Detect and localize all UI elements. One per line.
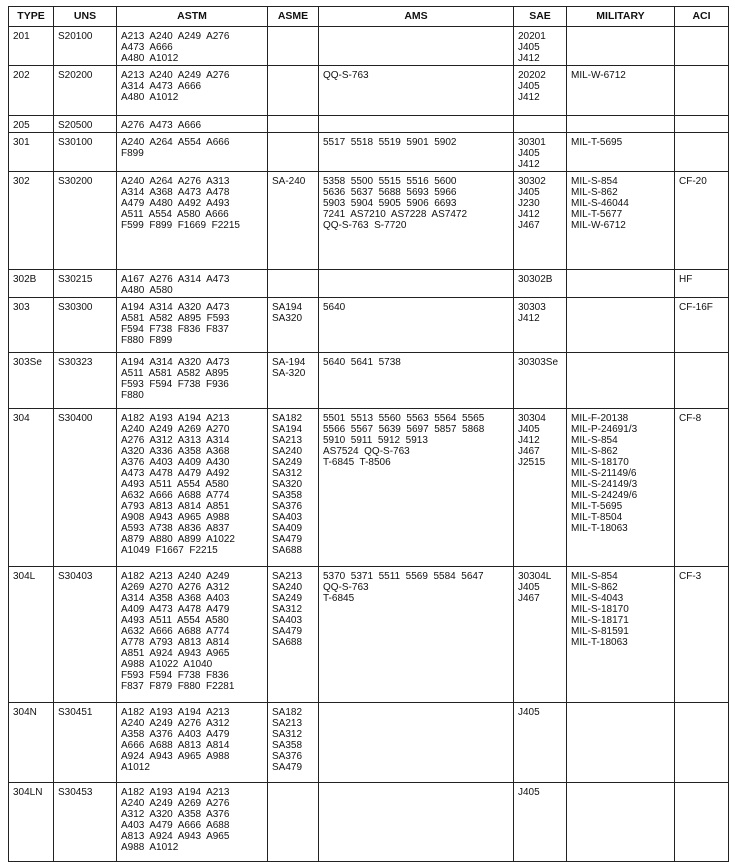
cell-sae: 30302 J405 J230 J412 J467	[514, 172, 567, 270]
cell-asme: SA-240	[268, 172, 319, 270]
cell-type: 205	[9, 116, 54, 133]
cell-sae: 30304L J405 J467	[514, 567, 567, 703]
cell-type: 304LN	[9, 783, 54, 862]
cell-astm: A276 A473 A666	[117, 116, 268, 133]
cell-ams: 5640 5641 5738	[319, 353, 514, 409]
cell-type: 303	[9, 298, 54, 353]
column-header-uns: UNS	[54, 7, 117, 27]
table-row	[9, 66, 729, 116]
cell-ams	[319, 703, 514, 783]
cell-astm: A240 A264 A276 A313 A314 A368 A473 A478 A479 A480 A492 A493 A511 A554 A580 A666 F599 F899 F1669 F2215	[117, 172, 268, 270]
table-row	[9, 133, 729, 172]
cell-military	[567, 298, 675, 353]
cell-type: 301	[9, 133, 54, 172]
cell-military	[567, 270, 675, 298]
cell-asme	[268, 783, 319, 862]
cell-aci: CF-20	[675, 172, 729, 270]
cell-sae	[514, 116, 567, 133]
column-header-astm: ASTM	[117, 7, 268, 27]
column-header-sae: SAE	[514, 7, 567, 27]
cell-type: 304	[9, 409, 54, 567]
cell-uns: S30215	[54, 270, 117, 298]
cell-aci: CF-8	[675, 409, 729, 567]
cell-astm: A182 A193 A194 A213 A240 A249 A269 A270 A276 A312 A313 A314 A320 A336 A358 A368 A376 A403 A409 A430 A473 A478 A479 A492 A493 A511 A554 A580 A632 A666 A688 A774 A793 A813 A814 A851 A908 A943 A965 A988 A593 A738 A836 A837 A879 A880 A899 A1022 A1049 F1667 F2215	[117, 409, 268, 567]
cell-uns: S30451	[54, 703, 117, 783]
cell-uns: S30403	[54, 567, 117, 703]
cell-aci	[675, 116, 729, 133]
cell-uns: S30453	[54, 783, 117, 862]
cell-asme: SA-194 SA-320	[268, 353, 319, 409]
cell-astm: A182 A193 A194 A213 A240 A249 A276 A312 A358 A376 A403 A479 A666 A688 A813 A814 A924 A943 A965 A988 A1012	[117, 703, 268, 783]
column-header-military: MILITARY	[567, 7, 675, 27]
cell-sae: 20202 J405 J412	[514, 66, 567, 116]
cell-military: MIL-T-5695	[567, 133, 675, 172]
table-row	[9, 409, 729, 567]
cell-sae: 30304 J405 J412 J467 J2515	[514, 409, 567, 567]
cell-type: 303Se	[9, 353, 54, 409]
cell-sae: 30302B	[514, 270, 567, 298]
cell-military: MIL-S-854 MIL-S-862 MIL-S-4043 MIL-S-18170 MIL-S-18171 MIL-S-81591 MIL-T-18063	[567, 567, 675, 703]
cell-aci	[675, 27, 729, 66]
table-row	[9, 172, 729, 270]
cell-military: MIL-F-20138 MIL-P-24691/3 MIL-S-854 MIL-S-862 MIL-S-18170 MIL-S-21149/6 MIL-S-24149/3 MIL-S-24249/6 MIL-T-5695 MIL-T-8504 MIL-T-18063	[567, 409, 675, 567]
table-row	[9, 116, 729, 133]
cell-ams: 5501 5513 5560 5563 5564 5565 5566 5567 5639 5697 5857 5868 5910 5911 5912 5913 AS7524 QQ-S-763 T-6845 T-8506	[319, 409, 514, 567]
cell-uns: S30323	[54, 353, 117, 409]
table-body	[9, 27, 729, 862]
cell-type: 304N	[9, 703, 54, 783]
cell-asme: SA182 SA194 SA213 SA240 SA249 SA312 SA320 SA358 SA376 SA403 SA409 SA479 SA688	[268, 409, 319, 567]
cell-astm: A240 A264 A554 A666 F899	[117, 133, 268, 172]
cell-asme: SA182 SA213 SA312 SA358 SA376 SA479	[268, 703, 319, 783]
column-header-ams: AMS	[319, 7, 514, 27]
table-row	[9, 703, 729, 783]
header-row	[9, 7, 729, 27]
cell-ams: 5370 5371 5511 5569 5584 5647 QQ-S-763 T-6845	[319, 567, 514, 703]
cell-asme	[268, 27, 319, 66]
cell-sae: J405	[514, 783, 567, 862]
cell-uns: S30200	[54, 172, 117, 270]
cell-astm: A194 A314 A320 A473 A581 A582 A895 F593 F594 F738 F836 F837 F880 F899	[117, 298, 268, 353]
cell-ams	[319, 270, 514, 298]
table-row	[9, 353, 729, 409]
cell-asme	[268, 133, 319, 172]
cell-sae: J405	[514, 703, 567, 783]
cell-ams: 5517 5518 5519 5901 5902	[319, 133, 514, 172]
cell-military	[567, 353, 675, 409]
cell-aci	[675, 133, 729, 172]
cell-ams: 5358 5500 5515 5516 5600 5636 5637 5688 5693 5966 5903 5904 5905 5906 6693 7241 AS7210 AS7228 AS7472 QQ-S-763 S-7720	[319, 172, 514, 270]
cell-astm: A213 A240 A249 A276 A314 A473 A666 A480 A1012	[117, 66, 268, 116]
cell-asme: SA194 SA320	[268, 298, 319, 353]
table-row	[9, 567, 729, 703]
cell-military	[567, 116, 675, 133]
cell-military	[567, 27, 675, 66]
cell-uns: S20200	[54, 66, 117, 116]
cell-ams	[319, 116, 514, 133]
cell-type: 302	[9, 172, 54, 270]
cell-asme	[268, 116, 319, 133]
cell-ams	[319, 783, 514, 862]
column-header-asme: ASME	[268, 7, 319, 27]
cell-military	[567, 703, 675, 783]
specification-cross-reference-table	[8, 6, 729, 862]
cell-aci	[675, 353, 729, 409]
table-row	[9, 27, 729, 66]
cell-uns: S30100	[54, 133, 117, 172]
cell-sae: 30303Se	[514, 353, 567, 409]
cell-type: 304L	[9, 567, 54, 703]
cell-aci: HF	[675, 270, 729, 298]
cell-asme	[268, 270, 319, 298]
cell-sae: 20201 J405 J412	[514, 27, 567, 66]
cell-uns: S20100	[54, 27, 117, 66]
column-header-type: TYPE	[9, 7, 54, 27]
cell-type: 201	[9, 27, 54, 66]
cell-astm: A182 A193 A194 A213 A240 A249 A269 A276 A312 A320 A358 A376 A403 A479 A666 A688 A813 A924 A943 A965 A988 A1012	[117, 783, 268, 862]
cell-ams	[319, 27, 514, 66]
column-header-aci: ACI	[675, 7, 729, 27]
cell-astm: A194 A314 A320 A473 A511 A581 A582 A895 F593 F594 F738 F936 F880	[117, 353, 268, 409]
cell-sae: 30303 J412	[514, 298, 567, 353]
cell-military	[567, 783, 675, 862]
cell-ams: 5640	[319, 298, 514, 353]
cell-aci	[675, 783, 729, 862]
cell-asme: SA213 SA240 SA249 SA312 SA403 SA479 SA688	[268, 567, 319, 703]
cell-uns: S30300	[54, 298, 117, 353]
cell-military: MIL-W-6712	[567, 66, 675, 116]
table-row	[9, 270, 729, 298]
table-row	[9, 783, 729, 862]
cell-ams: QQ-S-763	[319, 66, 514, 116]
cell-sae: 30301 J405 J412	[514, 133, 567, 172]
cell-astm: A167 A276 A314 A473 A480 A580	[117, 270, 268, 298]
cell-military: MIL-S-854 MIL-S-862 MIL-S-46044 MIL-T-5677 MIL-W-6712	[567, 172, 675, 270]
cell-aci: CF-3	[675, 567, 729, 703]
cell-aci: CF-16F	[675, 298, 729, 353]
cell-astm: A213 A240 A249 A276 A473 A666 A480 A1012	[117, 27, 268, 66]
cell-type: 302B	[9, 270, 54, 298]
cell-type: 202	[9, 66, 54, 116]
cell-aci	[675, 66, 729, 116]
cell-uns: S20500	[54, 116, 117, 133]
table-row	[9, 298, 729, 353]
cell-aci	[675, 703, 729, 783]
cell-astm: A182 A213 A240 A249 A269 A270 A276 A312 A314 A358 A368 A403 A409 A473 A478 A479 A493 A511 A554 A580 A632 A666 A688 A774 A778 A793 A813 A814 A851 A924 A943 A965 A988 A1022 A1040 F593 F594 F738 F836 F837 F879 F880 F2281	[117, 567, 268, 703]
cell-uns: S30400	[54, 409, 117, 567]
cell-asme	[268, 66, 319, 116]
